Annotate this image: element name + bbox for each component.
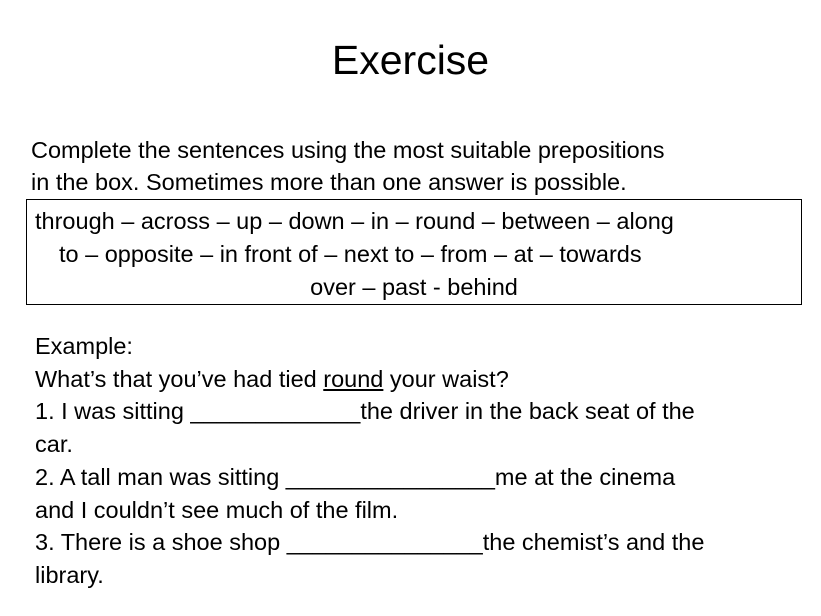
word-box-line-3: over – past - behind [310,274,518,300]
example-answer: round [323,365,384,392]
question-3-line-1: 3. There is a shoe shop _______________the chemist’s and the [35,529,705,556]
question-1-line-2: car. [35,431,73,458]
example-text-before: What’s that you’ve had tied [35,365,324,392]
page-title: Exercise [331,37,490,83]
example-text-after: your waist? [383,365,509,392]
exercise-section [35,330,815,592]
example-label: Example: [35,333,133,359]
question-3-line-2: library. [35,561,104,588]
question-1-line-1: 1. I was sitting _____________the driver in the back seat of the [35,398,695,425]
word-box-line-1: through – across – up – down – in – round – between – along [35,208,674,234]
question-2-line-2: and I couldn’t see much of the film. [35,496,399,523]
example-sentence [35,363,815,396]
word-box-line-2: to – opposite – in front of – next to – from – at – towards [59,241,642,267]
preposition-word-box [26,199,802,305]
instructions-text: Complete the sentences using the most suitable prepositions in the box. Sometimes more than one answer is possible. [31,137,665,195]
question-2-line-1: 2. A tall man was sitting ________________me at the cinema [35,463,676,490]
